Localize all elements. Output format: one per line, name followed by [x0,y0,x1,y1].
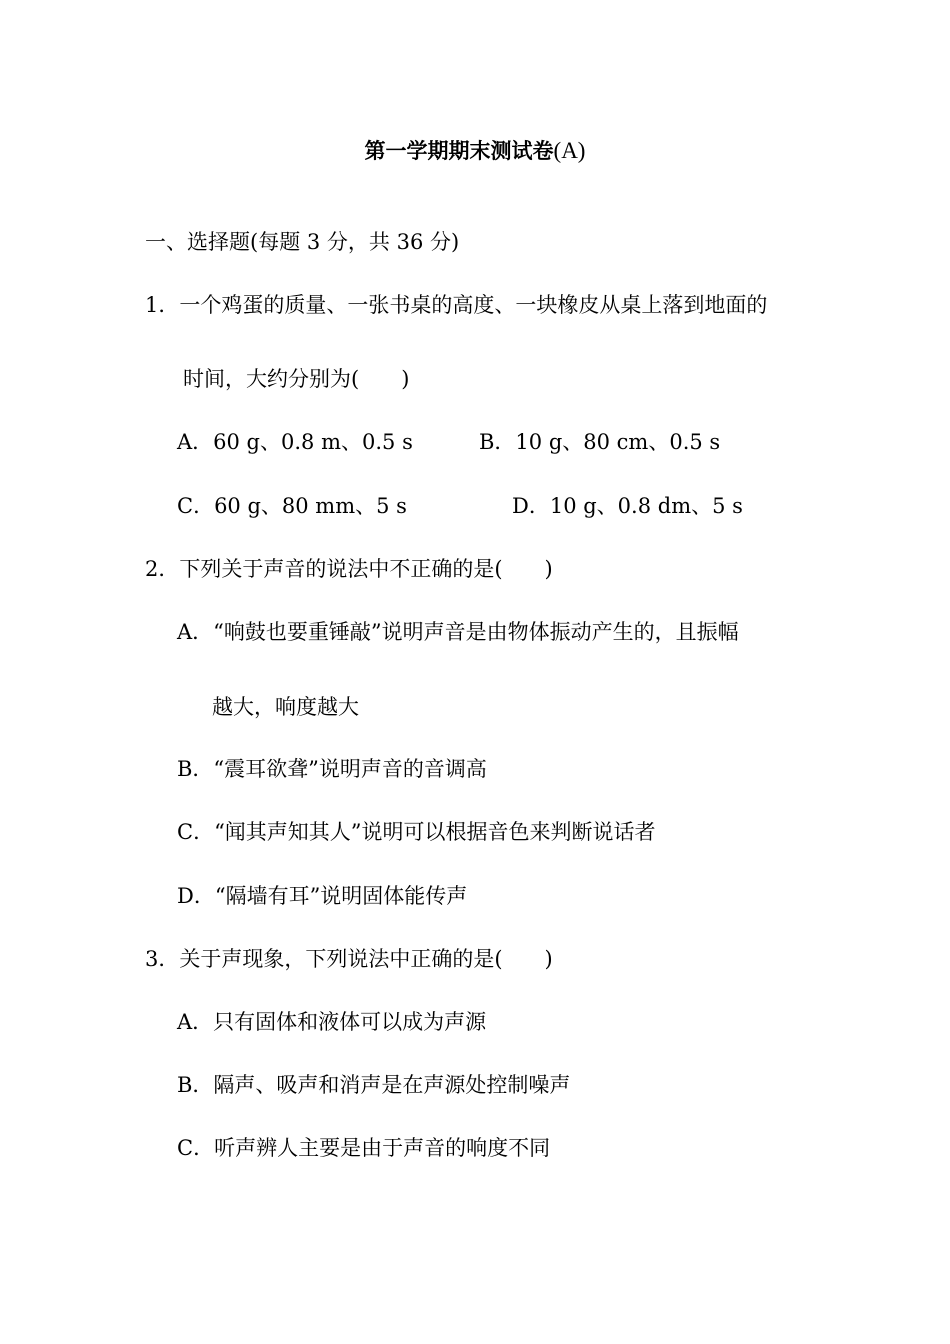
question-1-option-a: A．60 g、0.8 m、0.5 s [177,430,413,454]
question-1-option-d: D．10 g、0.8 dm、5 s [512,494,743,518]
section-heading: 一、选择题(每题 3 分，共 36 分) [145,230,460,254]
title-suffix: (A) [553,138,586,163]
page-title [0,137,950,165]
question-2-option-a-continued: 越大，响度越大 [212,695,359,719]
question-1-option-c: C．60 g、80 mm、5 s [177,494,407,518]
question-1-stem: 1．一个鸡蛋的质量、一张书桌的高度、一块橡皮从桌上落到地面的 [145,293,768,317]
question-2-stem: 2．下列关于声音的说法中不正确的是( ) [145,557,553,581]
question-2-option-c: C．“闻其声知其人”说明可以根据音色来判断说话者 [177,820,656,844]
question-2-option-a: A．“响鼓也要重锤敲”说明声音是由物体振动产生的，且振幅 [177,620,739,644]
question-2-option-d: D．“隔墙有耳”说明固体能传声 [177,884,468,908]
question-3-option-a: A．只有固体和液体可以成为声源 [177,1010,487,1034]
question-3-option-c: C．听声辨人主要是由于声音的响度不同 [177,1136,551,1160]
title-text: 第一学期期末测试卷 [364,138,554,163]
question-1-option-b: B．10 g、80 cm、0.5 s [479,430,721,454]
question-1-stem-continued: 时间，大约分别为( ) [183,367,410,391]
question-3-stem: 3．关于声现象，下列说法中正确的是( ) [145,947,553,971]
question-2-option-b: B．“震耳欲聋”说明声音的音调高 [177,757,487,781]
question-3-option-b: B．隔声、吸声和消声是在声源处控制噪声 [177,1073,571,1097]
